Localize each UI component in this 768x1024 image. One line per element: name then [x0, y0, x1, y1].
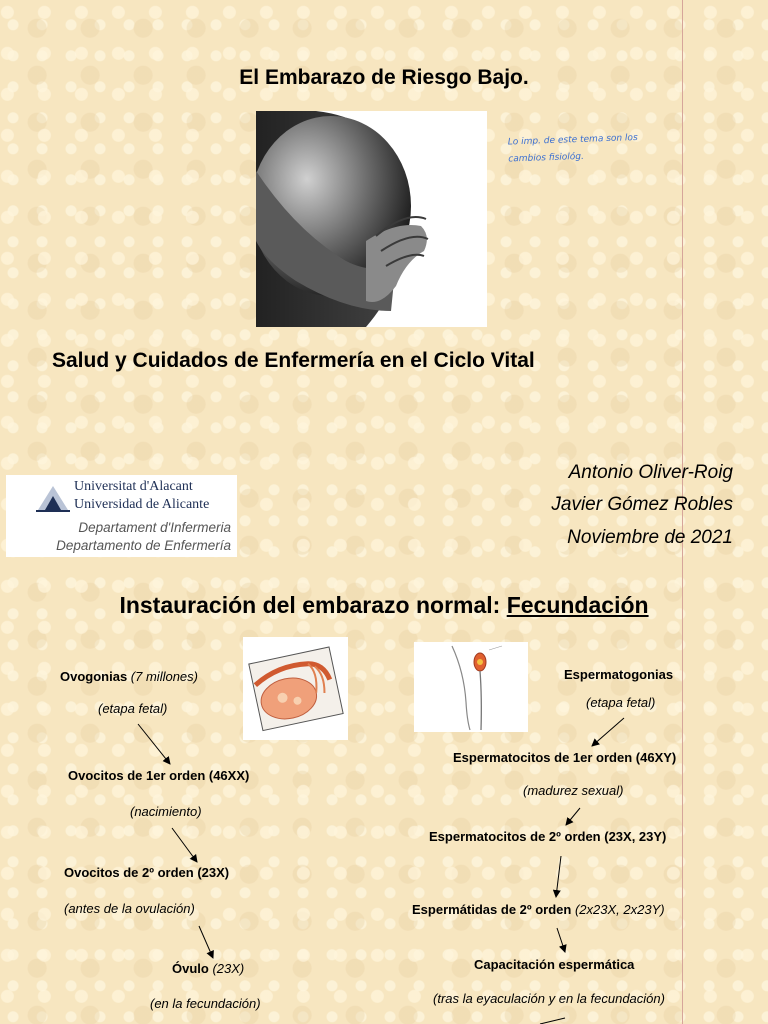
presentation-date: Noviembre de 2021: [567, 527, 733, 548]
capacitacion-step: [474, 957, 634, 972]
espermatocitos-1-label: Espermatocitos de 1er orden (46XY): [453, 750, 677, 765]
ovogonias-stage: (etapa fetal): [98, 701, 168, 716]
department-name-spanish: Departamento de Enfermería: [56, 538, 231, 553]
title-underlined-word: Fecundación: [506, 592, 649, 618]
ovogonias-count: (7 millones): [127, 669, 198, 684]
slide-title: El Embarazo de Riesgo Bajo.: [239, 66, 529, 89]
espermatocitos-2-label: Espermatocitos de 2º orden (23X, 23Y): [429, 829, 667, 844]
arrow: [199, 926, 213, 958]
ovocitos-1-step: [68, 768, 249, 783]
arrow: [172, 828, 197, 862]
author-name: Javier Gómez Robles: [551, 494, 733, 515]
ovulo-stage: (en la fecundación): [150, 996, 261, 1011]
pregnant-belly-photo: [256, 111, 487, 327]
espermatogonias-stage: (etapa fetal): [586, 695, 656, 710]
espermatidas-chromosomes: (2x23X, 2x23Y): [571, 902, 665, 917]
department-name-valencian: Departament d'Infermeria: [78, 520, 231, 535]
espermatidas-label: Espermátidas de 2º orden: [412, 902, 572, 917]
arrow: [540, 1018, 565, 1024]
arrow: [138, 724, 170, 764]
ovocitos-1-stage: (nacimiento): [130, 804, 202, 819]
capacitacion-label: Capacitación espermática: [474, 957, 635, 972]
capacitacion-stage: (tras la eyaculación y en la fecundación): [433, 991, 665, 1006]
espermatidas-step: [412, 902, 665, 917]
ovocitos-2-step: [64, 865, 229, 880]
ovary-illustration: [243, 637, 348, 740]
ovocitos-2-stage: (antes de la ovulación): [64, 901, 195, 916]
ovogonias-label: Ovogonias: [60, 669, 128, 684]
espermatocitos-1-stage: (madurez sexual): [523, 783, 624, 798]
arrow: [566, 808, 580, 825]
espermatogonias-step: [564, 667, 673, 682]
ovogonias-step: [60, 669, 198, 684]
university-name-spanish: Universidad de Alicante: [74, 497, 210, 512]
author-name: Antonio Oliver-Roig: [568, 462, 733, 483]
ovulo-label: Óvulo: [172, 961, 209, 976]
arrow: [556, 856, 561, 897]
espermatocitos-1-step: [453, 750, 676, 765]
arrow: [592, 718, 624, 746]
handwritten-note: [507, 128, 708, 169]
ovocitos-1-label: Ovocitos de 1er orden (46XX): [68, 768, 250, 783]
course-title: Salud y Cuidados de Enfermería en el Ciclo Vital: [52, 349, 535, 372]
handwritten-note-line: Lo imp. de este tema son los: [507, 132, 638, 148]
university-name-valencian: Universitat d'Alacant: [74, 479, 193, 494]
sperm-illustration: [414, 642, 528, 732]
title-prefix: Instauración del embarazo normal:: [119, 592, 507, 618]
espermatocitos-2-step: [429, 829, 666, 844]
fecundation-slide-title: [0, 592, 768, 619]
ovulo-step: [172, 961, 244, 976]
university-emblem-icon: [36, 482, 70, 512]
arrow: [557, 928, 565, 952]
espermatogonias-label: Espermatogonias: [564, 667, 674, 682]
ovocitos-2-label: Ovocitos de 2º orden (23X): [64, 865, 230, 880]
university-logo: [6, 475, 237, 557]
handwritten-note-line: cambios fisiológ.: [508, 151, 585, 165]
ovulo-chromosomes: (23X): [208, 961, 245, 976]
